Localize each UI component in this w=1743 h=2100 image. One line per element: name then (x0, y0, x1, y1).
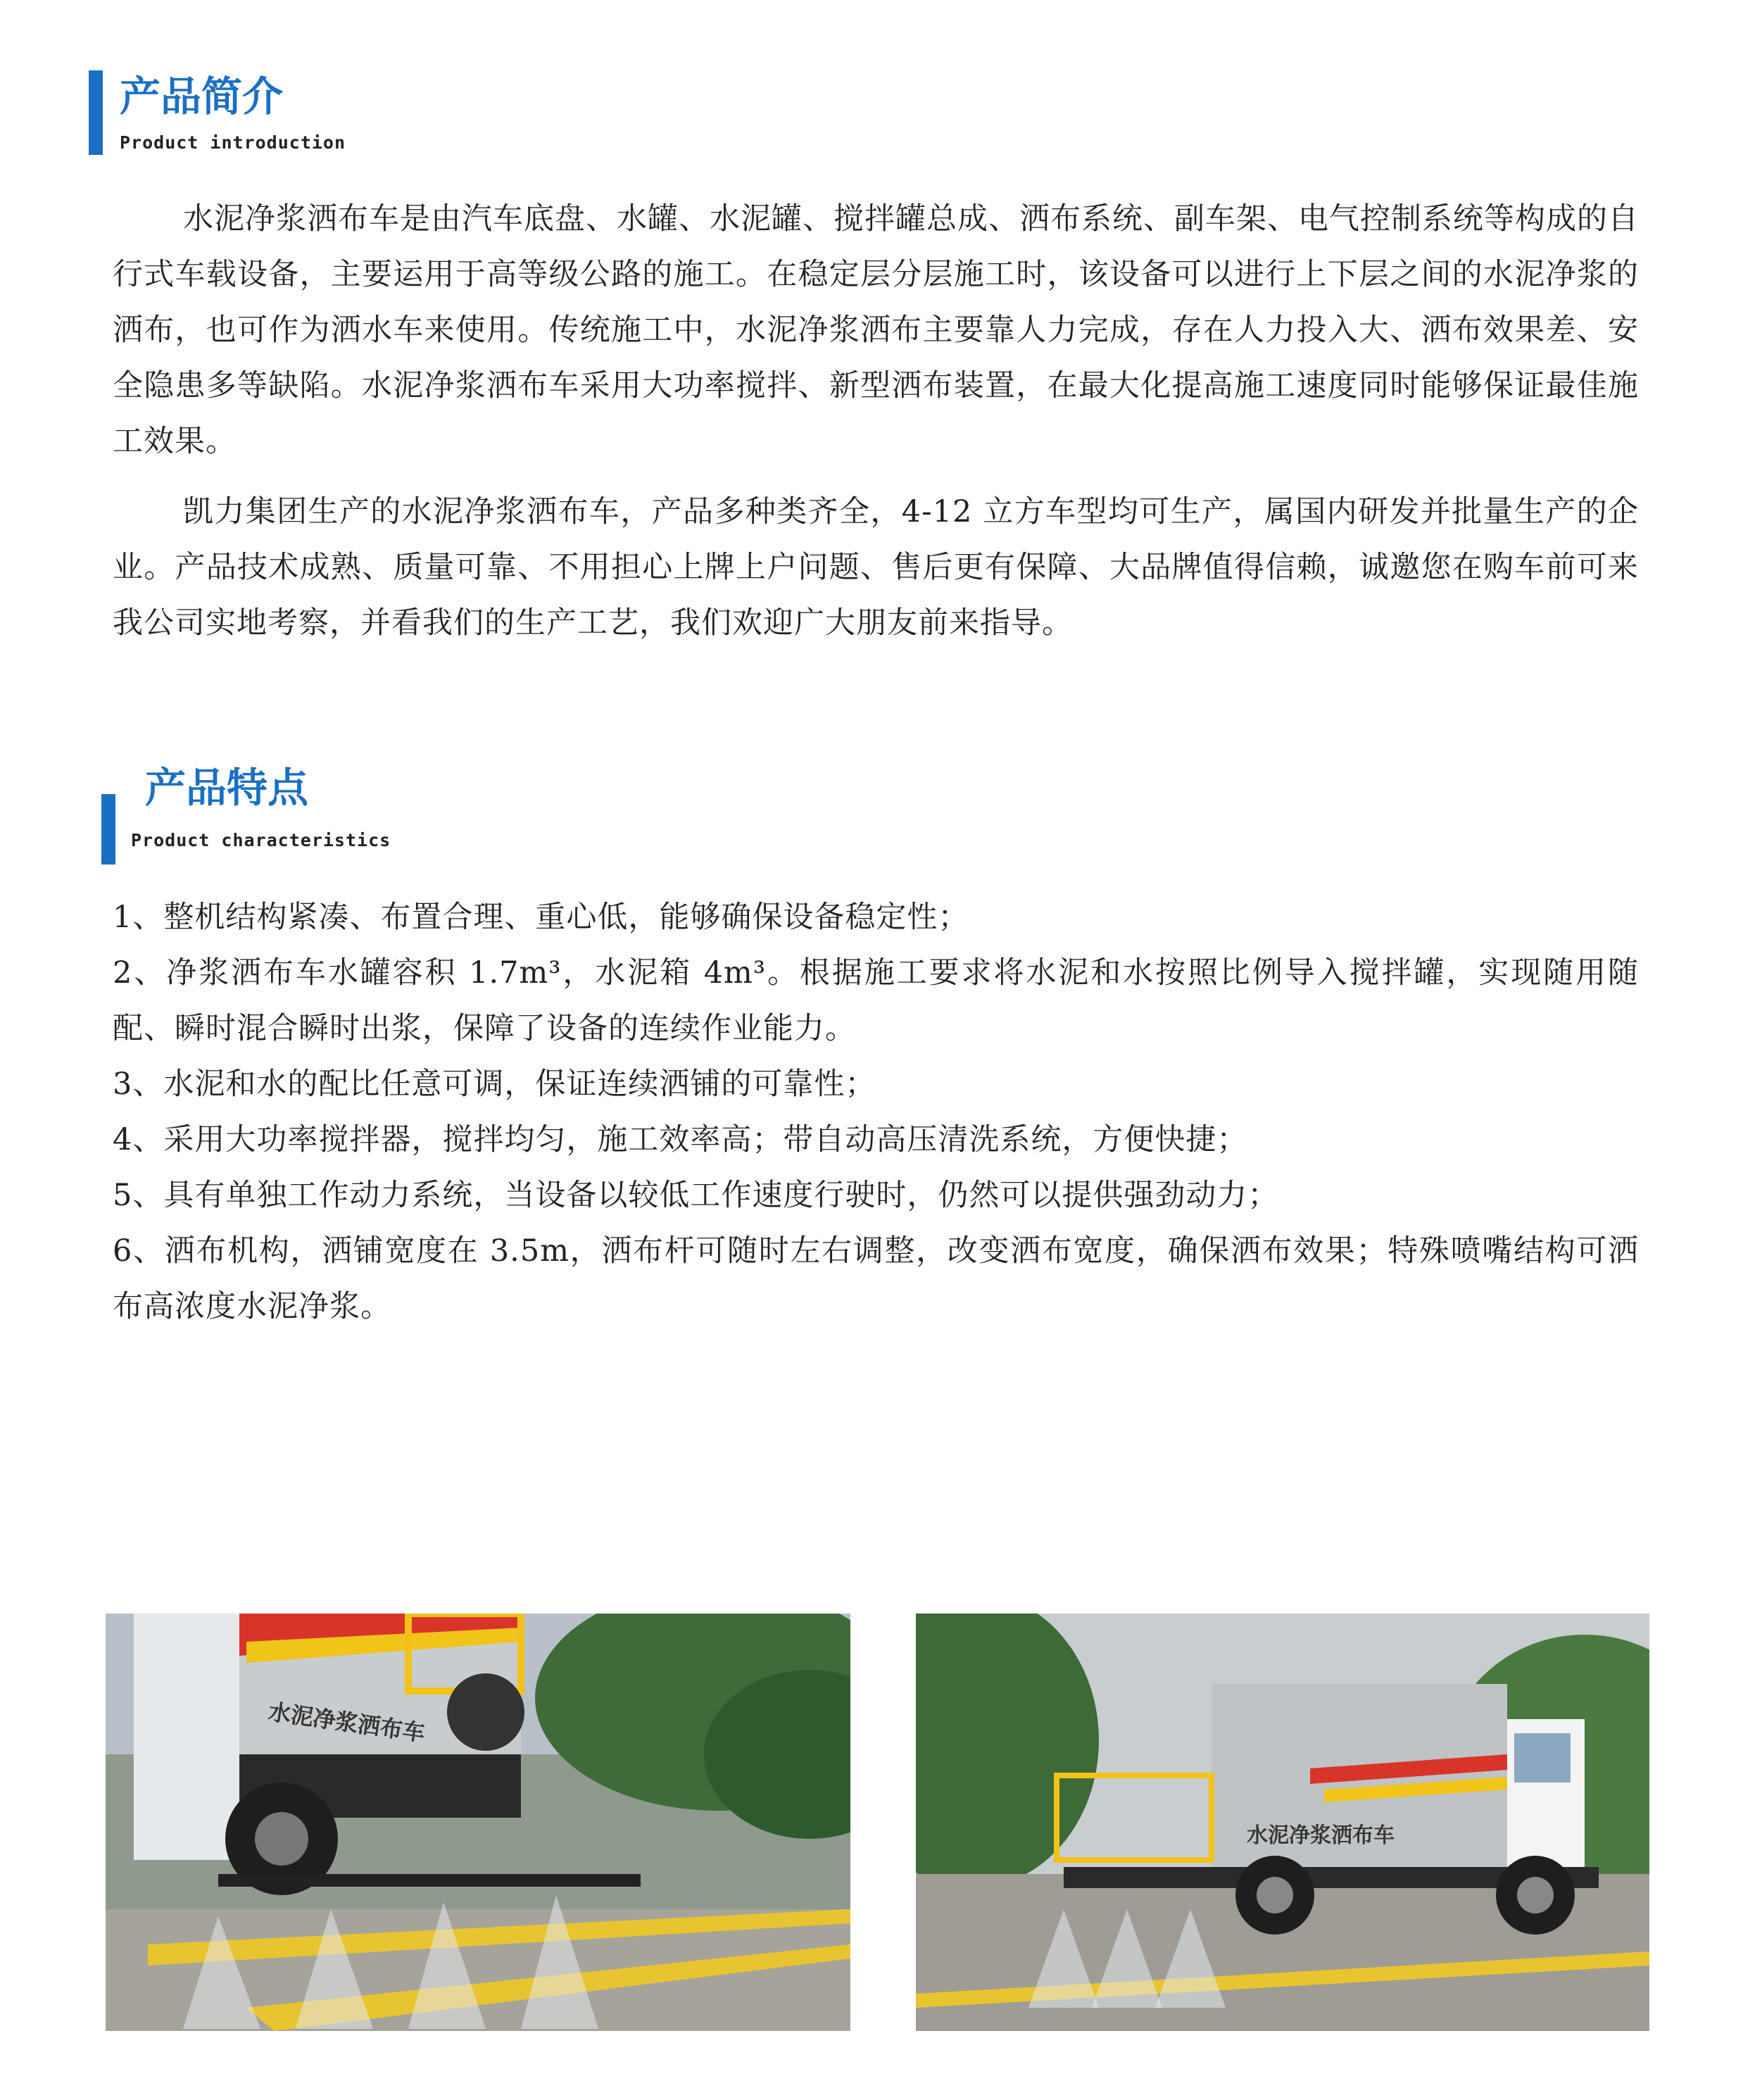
feature-item-1: 1、整机结构紧凑、布置合理、重心低，能够确保设备稳定性； (113, 900, 969, 935)
section-features-accent-bar (101, 794, 115, 864)
feature-item-4: 4、采用大功率搅拌器，搅拌均匀，施工效率高；带自动高压清洗系统，方便快捷； (113, 1122, 1248, 1157)
section-intro-accent-bar (89, 70, 103, 155)
feature-item-6: 6、洒布机构，洒铺宽度在 3.5m，洒布杆可随时左右调整，改变洒布宽度，确保洒布效果；特殊喷嘴结构可洒布高浓度水泥净浆。 (113, 1233, 1639, 1324)
section-intro-subtitle: Product introduction (120, 132, 346, 153)
intro-paragraph-2: 凯力集团生产的水泥净浆洒布车，产品多种类齐全，4-12 立方车型均可生产，属国内研发并批量生产的企业。产品技术成熟、质量可靠、不用担心上牌上户问题、售后更有保障、大品牌值得信赖，诚邀您在购车前可来我公司实地考察，并看我们的生产工艺，我们欢迎广大朋友前来指导。 (113, 494, 1639, 641)
intro-paragraph-1: 水泥净浆洒布车是由汽车底盘、水罐、水泥罐、搅拌罐总成、洒布系统、副车架、电气控制系统等构成的自行式车载设备，主要运用于高等级公路的施工。在稳定层分层施工时，该设备可以进行上下层之间的水泥净浆的洒布，也可作为洒水车来使用。传统施工中，水泥净浆洒布主要靠人力完成，存在人力投入大、洒布效果差、安全隐患多等缺陷。水泥净浆洒布车采用大功率搅拌、新型洒布装置，在最大化提高施工速度同时能够保证最佳施工效果。 (113, 201, 1639, 459)
side-view-truck-label: 水泥净浆洒布车 (1247, 1823, 1395, 1848)
feature-item-2: 2、净浆洒布车水罐容积 1.7m³，水泥箱 4m³。根据施工要求将水泥和水按照比例导入搅拌罐，实现随用随配、瞬时混合瞬时出浆，保障了设备的连续作业能力。 (113, 955, 1639, 1046)
section-intro-title: 产品简介 (120, 73, 284, 120)
feature-item-3: 3、水泥和水的配比任意可调，保证连续洒铺的可靠性； (113, 1067, 876, 1102)
section-features-subtitle: Product characteristics (131, 830, 391, 850)
feature-item-5: 5、具有单独工作动力系统，当设备以较低工作速度行驶时，仍然可以提供强劲动力； (113, 1178, 1279, 1213)
product-photo-side-view (916, 1614, 1649, 2031)
section-features-title: 产品特点 (145, 764, 309, 812)
rear-view-truck-label: 水泥净浆洒布车 (266, 1698, 427, 1747)
feature-list (113, 890, 1639, 1335)
product-photo-rear-view (106, 1614, 850, 2031)
